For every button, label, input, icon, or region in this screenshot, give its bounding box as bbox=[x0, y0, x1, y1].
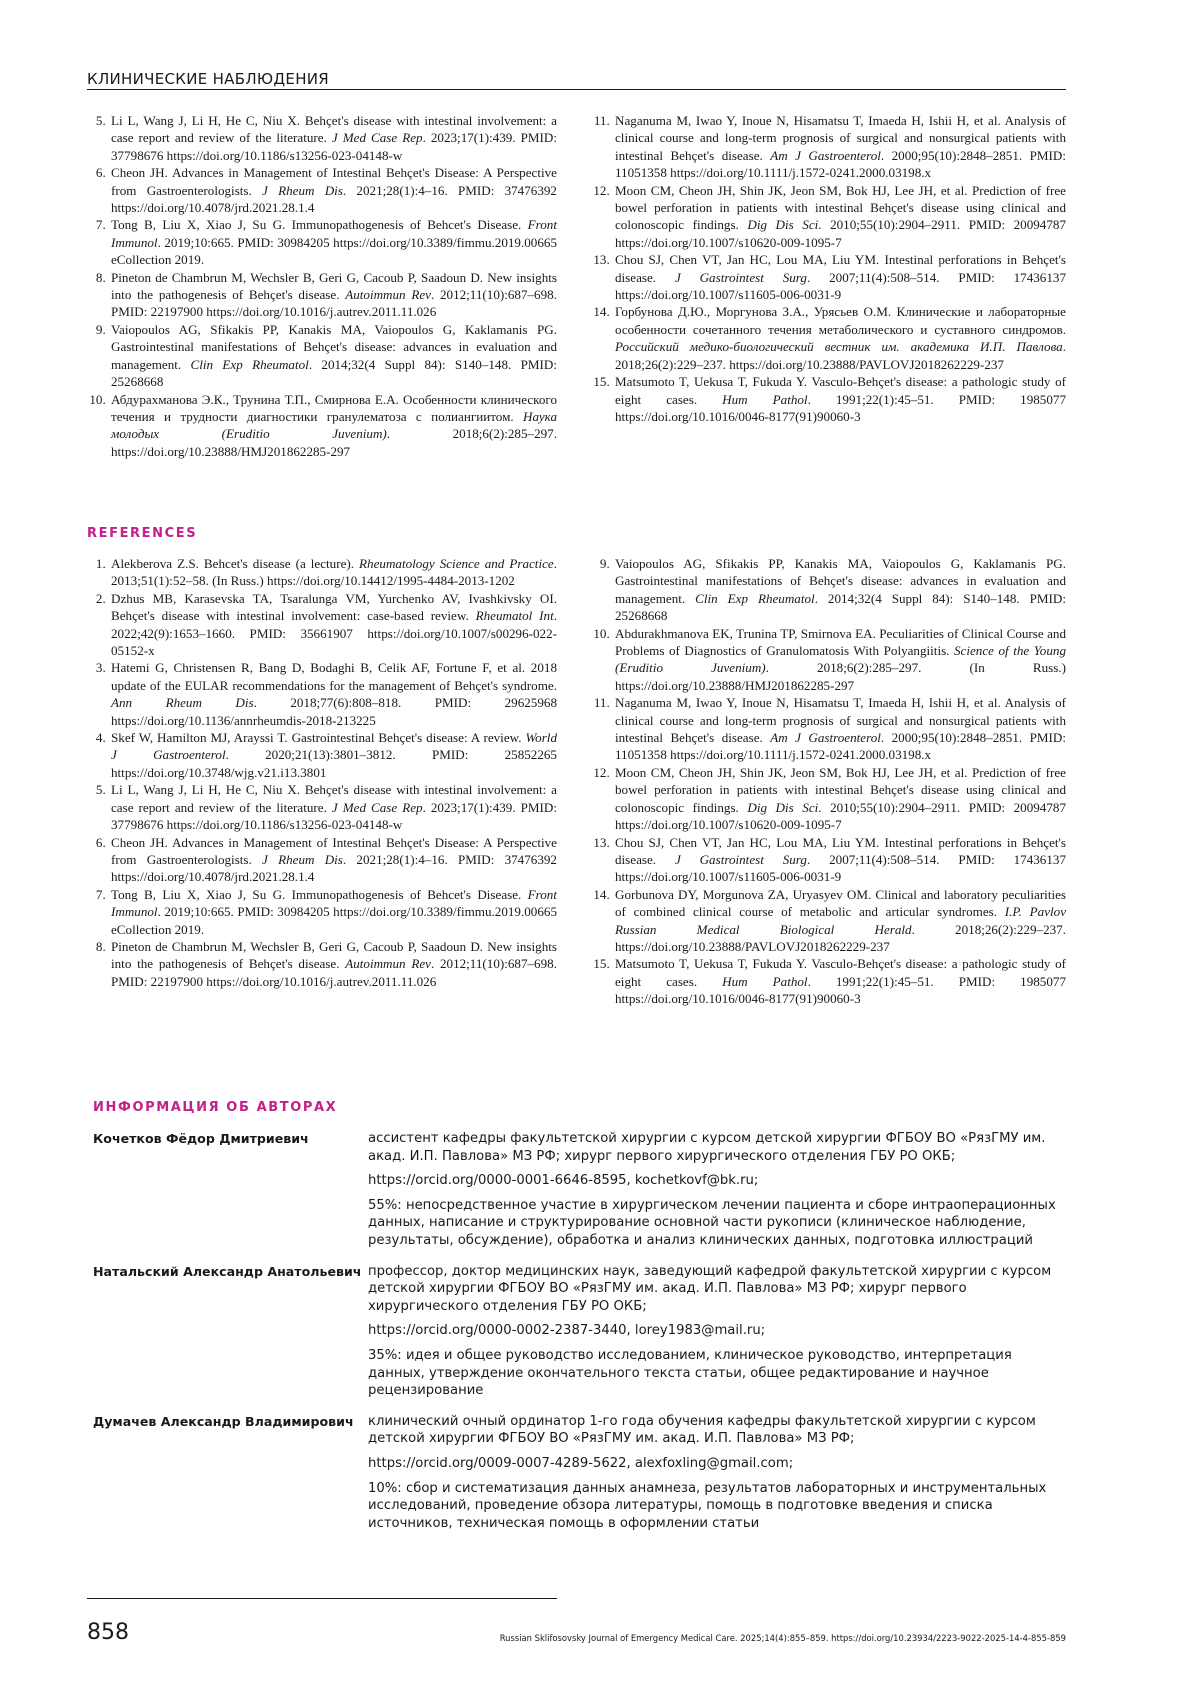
reference-item bbox=[613, 764, 1066, 834]
reference-details: . 2012;11(10):687–698. PMID: 22197900 https://doi.org/10.1016/j.autrev.2011.11.026 bbox=[111, 287, 557, 320]
reference-details: . 2023;17(1):439. PMID: 37798676 https://doi.org/10.1186/s13256-023-04148-w bbox=[111, 130, 558, 163]
reference-text: Cheon JH. Advances in Management of Intestinal Behçet's Disease: A Perspective from Gastroenterologists. bbox=[111, 165, 557, 198]
page-number: 858 bbox=[87, 1620, 129, 1645]
reference-item bbox=[613, 834, 1066, 886]
reference-text: Hatemi G, Christensen R, Bang D, Bodaghi B, Celik AF, Fortune F, et al. 2018 update of the EULAR recommendations for the management of Behçet's syndrome. bbox=[111, 660, 557, 693]
reference-text: Skef W, Hamilton MJ, Arayssi T. Gastrointestinal Behçet's disease: A review. bbox=[111, 730, 526, 746]
reference-journal: Am J Gastroenterol bbox=[770, 147, 881, 163]
ru-refs-right bbox=[591, 112, 1066, 425]
reference-details: . 1991;22(1):45–51. PMID: 1985077 https://doi.org/10.1016/0046-8177(91)90060-3 bbox=[615, 973, 1066, 1007]
author-row bbox=[93, 1130, 1068, 1257]
reference-text: Vaiopoulos AG, Sfikakis PP, Kanakis MA, Vaiopoulos G, Kaklamanis PG. Gastrointestinal manifestations of Behçet's disease: advances in evaluation and management. bbox=[111, 321, 557, 372]
reference-details: . 2012;11(10):687–698. PMID: 22197900 https://doi.org/10.1016/j.autrev.2011.11.026 bbox=[111, 956, 557, 989]
reference-journal: Dig Dis Sci bbox=[747, 217, 819, 233]
author-row bbox=[93, 1263, 1068, 1407]
author-contact[interactable]: https://orcid.org/0000-0002-2387-3440, lorey1983@mail.ru; bbox=[368, 1323, 766, 1339]
reference-journal: Am J Gastroenterol bbox=[770, 730, 881, 746]
reference-journal: Hum Pathol bbox=[722, 973, 808, 989]
reference-item bbox=[613, 112, 1066, 182]
reference-details: . 2023;17(1):439. PMID: 37798676 https://doi.org/10.1186/s13256-023-04148-w bbox=[111, 799, 558, 833]
reference-details: . 2014;32(4 Suppl 84): S140–148. PMID: 25268668 bbox=[111, 356, 557, 390]
reference-journal: J Rheum Dis bbox=[262, 182, 343, 198]
reference-journal: Rheumatology Science and Practice bbox=[359, 556, 554, 571]
author-contribution: 55%: непосредственное участие в хирургическом лечении пациента и сборе интраоперационных данных, написание и структурирование основной части рукописи (клиническое наблюдение, результаты, обсуждение), обработка и анализ клинических данных, подготовка иллюстраций bbox=[368, 1197, 1056, 1248]
author-name: Натальский Александр Анатольевич bbox=[93, 1263, 362, 1279]
reference-details: . 2020;21(13):3801–3812. PMID: 25852265 https://doi.org/10.3748/wjg.v21.i13.3801 bbox=[111, 747, 557, 780]
reference-journal: Front Immunol bbox=[111, 886, 557, 920]
reference-journal: J Gastrointest Surg bbox=[674, 851, 807, 867]
reference-item bbox=[109, 834, 557, 886]
ru-refs-left bbox=[87, 112, 557, 460]
reference-text: Moon CM, Cheon JH, Shin JK, Jeon SM, Bok HJ, Lee JH, et al. Prediction of free bowel perforation in patients with intestinal Behçet's disease using clinical and colonoscopic findings. bbox=[615, 764, 1066, 815]
reference-text: Li L, Wang J, Li H, He C, Niu X. Behçet's disease with intestinal involvement: a case report and review of the literature. bbox=[111, 113, 557, 146]
reference-details: . 2022;42(9):1653–1660. PMID: 35661907 https://doi.org/10.1007/s00296-022-05152-x bbox=[111, 608, 557, 659]
reference-journal: J Gastrointest Surg bbox=[674, 269, 807, 285]
reference-details: . 2007;11(4):508–514. PMID: 17436137 https://doi.org/10.1007/s11605-006-0031-9 bbox=[615, 269, 1066, 303]
reference-text: Горбунова Д.Ю., Моргунова З.А., Урясьев О.М. Клинические и лабораторные особенности сочетанного течения метаболического и суставного синдромов. bbox=[615, 304, 1066, 337]
reference-text: Vaiopoulos AG, Sfikakis PP, Kanakis MA, Vaiopoulos G, Kaklamanis PG. Gastrointestinal manifestations of Behçet's disease: advances in evaluation and management. bbox=[615, 556, 1066, 606]
footer-citation: Russian Sklifosovsky Journal of Emergency Medical Care. 2025;14(4):855–859. https://doi.org/10.23934/2223-9022-2025-14-4-855-859 bbox=[499, 1633, 1066, 1643]
reference-item bbox=[109, 216, 557, 268]
reference-text: Cheon JH. Advances in Management of Intestinal Behçet's Disease: A Perspective from Gastroenterologists. bbox=[111, 834, 557, 867]
reference-details: . 2007;11(4):508–514. PMID: 17436137 https://doi.org/10.1007/s11605-006-0031-9 bbox=[615, 851, 1066, 885]
reference-details: . 2014;32(4 Suppl 84): S140–148. PMID: 25268668 bbox=[615, 590, 1066, 624]
reference-text: Li L, Wang J, Li H, He C, Niu X. Behçet's disease with intestinal involvement: a case report and review of the literature. bbox=[111, 782, 557, 815]
reference-item bbox=[613, 886, 1066, 956]
reference-text: Абдурахманова Э.К., Трунина Т.П., Смирнова Е.А. Особенности клинического течения и трудности диагностики гранулематоза с полиангиитом. bbox=[111, 391, 557, 424]
reference-journal: Clin Exp Rheumatol bbox=[695, 590, 815, 606]
reference-text: Pineton de Chambrun M, Wechsler B, Geri G, Cacoub P, Saadoun D. New insights into the pathogenesis of Behçet's disease. bbox=[111, 269, 557, 303]
reference-journal: Hum Pathol bbox=[722, 391, 808, 407]
reference-item bbox=[109, 112, 557, 164]
reference-details: . 2013;51(1):52–58. (In Russ.) https://doi.org/10.14412/1995-4484-2013-1202 bbox=[111, 556, 557, 589]
authors-table bbox=[93, 1130, 1068, 1545]
reference-journal: J Rheum Dis bbox=[262, 851, 343, 867]
authors-heading: ИНФОРМАЦИЯ ОБ АВТОРАХ bbox=[93, 1100, 338, 1115]
reference-item bbox=[613, 555, 1066, 625]
reference-details: . 2019;10:665. PMID: 30984205 https://doi.org/10.3389/fimmu.2019.00665 eCollection 2019. bbox=[111, 234, 557, 268]
reference-text: Naganuma M, Iwao Y, Inoue N, Hisamatsu T, Imaeda H, Ishii H, et al. Analysis of clinical course and long-term prognosis of surgical and nonsurgical patients with intestinal Behçet's disease. bbox=[615, 113, 1066, 163]
reference-item bbox=[109, 590, 557, 660]
reference-text: Alekberova Z.S. Behcet's disease (a lecture). bbox=[111, 556, 360, 571]
en-refs-left bbox=[87, 555, 557, 990]
reference-journal: Российский медико-биологический вестник им. академика И.П. Павлова bbox=[615, 339, 1063, 355]
reference-details: . 2019;10:665. PMID: 30984205 https://doi.org/10.3389/fimmu.2019.00665 eCollection 2019. bbox=[111, 904, 557, 937]
reference-item bbox=[613, 955, 1066, 1007]
footer-divider bbox=[87, 1598, 557, 1599]
reference-item bbox=[109, 886, 557, 938]
reference-text: Chou SJ, Chen VT, Jan HC, Lou MA, Liu YM. Intestinal perforations in Behçet's disease. bbox=[615, 834, 1066, 867]
author-name: Кочетков Фёдор Дмитриевич bbox=[93, 1131, 309, 1146]
reference-journal: Rheumatol Int bbox=[475, 608, 554, 624]
reference-journal: Ann Rheum Dis bbox=[111, 695, 254, 711]
reference-journal: J Med Case Rep bbox=[331, 130, 423, 146]
reference-text: Matsumoto T, Uekusa T, Fukuda Y. Vasculo-Behçet's disease: a pathologic study of eight cases. bbox=[615, 956, 1066, 989]
reference-list bbox=[87, 112, 557, 460]
reference-item bbox=[613, 625, 1066, 695]
reference-text: Matsumoto T, Uekusa T, Fukuda Y. Vasculo-Behçet's disease: a pathologic study of eight cases. bbox=[615, 374, 1066, 407]
author-position: ассистент кафедры факультетской хирургии с курсом детской хирургии ФГБОУ ВО «РязГМУ им. акад. И.П. Павлова» МЗ РФ; хирург первого хирургического отделения ГБУ РО ОКБ; bbox=[368, 1131, 1046, 1164]
reference-details: . 2018;77(6):808–818. PMID: 29625968 https://doi.org/10.1136/annrheumdis-2018-213225 bbox=[111, 695, 557, 728]
reference-journal: Autoimmun Rev bbox=[345, 287, 431, 303]
reference-journal: Autoimmun Rev bbox=[345, 956, 431, 972]
reference-text: Pineton de Chambrun M, Wechsler B, Geri G, Cacoub P, Saadoun D. New insights into the pathogenesis of Behçet's disease. bbox=[111, 938, 557, 972]
reference-text: Dzhus MB, Karasevska TA, Tsaralunga VM, Yurchenko AV, Ivashkivsky OI. Behçet's disease with intestinal involvement: case-based review. bbox=[111, 590, 557, 624]
author-position: клинический очный ординатор 1-го года обучения кафедры факультетской хирургии с курсом детской хирургии ФГБОУ ВО «РязГМУ им. акад. И.П. Павлова» МЗ РФ; bbox=[368, 1413, 1036, 1447]
reference-details: . 2018;26(2):229–237. https://doi.org/10.23888/PAVLOVJ2018262229-237 bbox=[615, 921, 1066, 954]
reference-item bbox=[109, 659, 557, 729]
reference-journal: Science of the Young (Eruditio Juvenium) bbox=[615, 643, 1066, 676]
reference-details: . 2018;6(2):285–297. (In Russ.) https://doi.org/10.23888/HMJ201862285-297 bbox=[615, 660, 1066, 693]
reference-item bbox=[109, 555, 557, 590]
author-contribution: 10%: сбор и систематизация данных анамнеза, результатов лабораторных и инструментальных исследований, проведение обзора литературы, помощь в подготовке введения и списка источников, техническая помощь в оформлении статьи bbox=[368, 1480, 1047, 1531]
reference-journal: World J Gastroenterol bbox=[111, 730, 557, 763]
reference-details: . 2010;55(10):2904–2911. PMID: 20094787 https://doi.org/10.1007/s10620-009-1095-7 bbox=[615, 799, 1066, 833]
reference-journal: J Med Case Rep bbox=[331, 799, 423, 815]
reference-journal: I.P. Pavlov Russian Medical Biological Herald bbox=[615, 904, 1066, 937]
reference-journal: Front Immunol bbox=[111, 217, 557, 250]
reference-journal: Clin Exp Rheumatol bbox=[190, 356, 309, 372]
reference-list bbox=[591, 555, 1066, 1008]
reference-text: Gorbunova DY, Morgunova ZA, Uryasyev OM. Clinical and laboratory peculiarities of combined clinical course of metabolic and articular syndromes. bbox=[615, 886, 1066, 920]
reference-text: Tong B, Liu X, Xiao J, Su G. Immunopathogenesis of Behcet's Disease. bbox=[111, 217, 528, 233]
reference-item bbox=[109, 321, 557, 391]
reference-details: . 2018;6(2):285–297. https://doi.org/10.23888/HMJ201862285-297 bbox=[111, 426, 557, 459]
reference-details: . 2000;95(10):2848–2851. PMID: 11051358 https://doi.org/10.1111/j.1572-0241.2000.03198.x bbox=[615, 730, 1066, 763]
reference-text: Naganuma M, Iwao Y, Inoue N, Hisamatsu T, Imaeda H, Ishii H, et al. Analysis of clinical course and long-term prognosis of surgical and nonsurgical patients with intestinal Behçet's disease. bbox=[615, 695, 1066, 746]
author-position: профессор, доктор медицинских наук, заведующий кафедрой факультетской хирургии с курсом детской хирургии ФГБОУ ВО «РязГМУ им. акад. И.П. Павлова» МЗ РФ; хирург первого хирургического отделения ГБУ РО ОКБ; bbox=[368, 1263, 1052, 1314]
author-contact[interactable]: https://orcid.org/0009-0007-4289-5622, alexfoxling@gmail.com; bbox=[368, 1455, 794, 1471]
references-heading: REFERENCES bbox=[87, 526, 198, 541]
reference-item bbox=[613, 303, 1066, 373]
reference-list bbox=[591, 112, 1066, 425]
author-contribution: 35%: идея и общее руководство исследованием, клиническое руководство, интерпретация данных, утверждение окончательного текста статьи, общее редактирование и научное рецензирование bbox=[368, 1347, 1012, 1399]
reference-item bbox=[109, 391, 557, 461]
reference-item bbox=[613, 251, 1066, 303]
reference-text: Chou SJ, Chen VT, Jan HC, Lou MA, Liu YM. Intestinal perforations in Behçet's disease. bbox=[615, 252, 1066, 285]
reference-item bbox=[109, 164, 557, 216]
en-refs-right bbox=[591, 555, 1066, 1008]
reference-list bbox=[87, 555, 557, 990]
running-header: КЛИНИЧЕСКИЕ НАБЛЮДЕНИЯ bbox=[87, 70, 1066, 90]
reference-item bbox=[109, 938, 557, 990]
author-name: Думачев Александр Владимирович bbox=[93, 1413, 354, 1429]
reference-item bbox=[613, 373, 1066, 425]
reference-details: . 1991;22(1):45–51. PMID: 1985077 https://doi.org/10.1016/0046-8177(91)90060-3 bbox=[615, 391, 1066, 424]
reference-text: Moon CM, Cheon JH, Shin JK, Jeon SM, Bok HJ, Lee JH, et al. Prediction of free bowel perforation in patients with intestinal Behçet's disease using clinical and colonoscopic findings. bbox=[615, 182, 1066, 233]
reference-item bbox=[109, 729, 557, 781]
reference-details: . 2018;26(2):229–237. https://doi.org/10.23888/PAVLOVJ2018262229-237 bbox=[615, 339, 1066, 372]
author-row bbox=[93, 1413, 1068, 1540]
reference-text: Abdurakhmanova EK, Trunina TP, Smirnova EA. Peculiarities of Clinical Course and Problems of Diagnostics of Granulomatosis With Polyangiitis. bbox=[615, 625, 1066, 659]
reference-details: . 2000;95(10):2848–2851. PMID: 11051358 https://doi.org/10.1111/j.1572-0241.2000.03198.x bbox=[615, 147, 1066, 181]
reference-details: . 2021;28(1):4–16. PMID: 37476392 https://doi.org/10.4078/jrd.2021.28.1.4 bbox=[111, 851, 557, 885]
reference-journal: Dig Dis Sci bbox=[747, 799, 819, 815]
reference-text: Tong B, Liu X, Xiao J, Su G. Immunopathogenesis of Behcet's Disease. bbox=[111, 886, 528, 902]
reference-journal: Наука молодых (Eruditio Juvenium) bbox=[111, 408, 557, 442]
reference-item bbox=[613, 182, 1066, 252]
reference-item bbox=[109, 269, 557, 321]
reference-item bbox=[109, 781, 557, 833]
reference-details: . 2021;28(1):4–16. PMID: 37476392 https://doi.org/10.4078/jrd.2021.28.1.4 bbox=[111, 182, 557, 216]
author-contact[interactable]: https://orcid.org/0000-0001-6646-8595, kochetkovf@bk.ru; bbox=[368, 1173, 759, 1189]
reference-item bbox=[613, 694, 1066, 764]
reference-details: . 2010;55(10):2904–2911. PMID: 20094787 https://doi.org/10.1007/s10620-009-1095-7 bbox=[615, 217, 1066, 250]
